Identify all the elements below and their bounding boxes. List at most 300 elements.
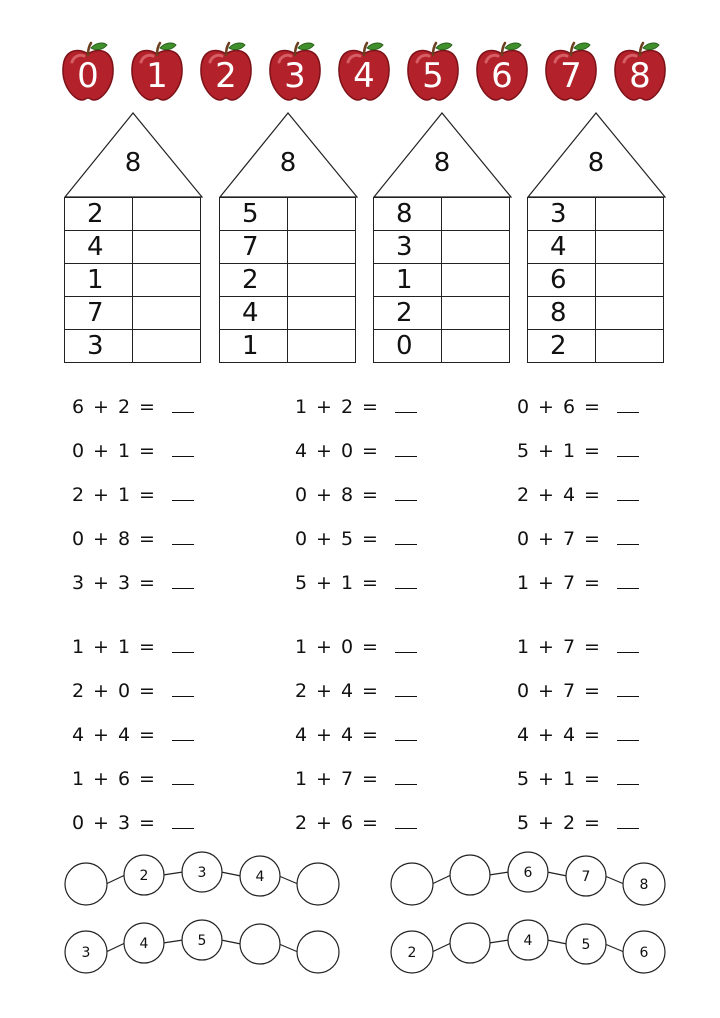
equation	[70, 764, 194, 794]
house-table	[373, 197, 510, 363]
house-row	[220, 264, 356, 297]
house-known-number: 5	[220, 198, 288, 231]
plus-sign: +	[538, 572, 554, 594]
chain-connector	[605, 944, 624, 952]
addend-b: 7	[562, 636, 576, 658]
equation	[293, 808, 417, 838]
equation	[293, 632, 417, 662]
equals-sign: =	[139, 572, 155, 594]
equation	[70, 524, 194, 554]
plus-sign: +	[316, 528, 332, 550]
apple-digit-0	[60, 40, 116, 102]
answer-blank[interactable]	[172, 720, 194, 741]
chain-drawing	[64, 848, 344, 910]
apple-digit-1	[129, 40, 185, 102]
plus-sign: +	[93, 484, 109, 506]
house-answer-cell[interactable]	[288, 330, 356, 363]
house-answer-cell[interactable]	[288, 198, 356, 231]
answer-blank[interactable]	[617, 676, 639, 697]
chain-connector	[221, 940, 241, 944]
chain-number: 4	[255, 869, 265, 885]
addend-b: 0	[340, 440, 354, 462]
house-answer-cell[interactable]	[133, 330, 201, 363]
addend-b: 2	[562, 812, 576, 834]
chain-connector	[163, 872, 183, 875]
house-known-number: 2	[65, 198, 133, 231]
chain-number: 5	[197, 933, 207, 949]
answer-blank[interactable]	[617, 720, 639, 741]
chain-connector	[605, 876, 624, 884]
house-row	[220, 330, 356, 363]
answer-blank[interactable]	[395, 568, 417, 589]
answer-blank[interactable]	[172, 480, 194, 501]
addend-a: 1	[71, 768, 85, 790]
chain-number: 7	[581, 869, 591, 885]
equals-sign: =	[362, 724, 378, 746]
equation	[515, 524, 639, 554]
answer-blank[interactable]	[617, 524, 639, 545]
equals-sign: =	[584, 440, 600, 462]
plus-sign: +	[538, 528, 554, 550]
addend-a: 2	[516, 484, 530, 506]
answer-blank[interactable]	[617, 632, 639, 653]
house-roof-number: 8	[124, 148, 142, 178]
plus-sign: +	[316, 440, 332, 462]
chain-connector	[432, 875, 451, 884]
number-chain-1	[64, 848, 344, 910]
equation	[515, 436, 639, 466]
chain-number: 4	[139, 936, 149, 952]
house-answer-cell[interactable]	[133, 264, 201, 297]
equation	[293, 392, 417, 422]
answer-blank[interactable]	[395, 524, 417, 545]
chain-connector	[489, 872, 509, 875]
equation	[70, 392, 194, 422]
equals-sign: =	[362, 768, 378, 790]
house-answer-cell[interactable]	[288, 297, 356, 330]
house-known-number: 4	[220, 297, 288, 330]
apple-digit-3	[267, 40, 323, 102]
house-row	[374, 264, 510, 297]
addend-b: 1	[117, 484, 131, 506]
addend-b: 0	[117, 680, 131, 702]
chain-number: 6	[639, 945, 649, 961]
addend-b: 1	[117, 636, 131, 658]
answer-blank[interactable]	[172, 524, 194, 545]
house-known-number: 3	[374, 231, 442, 264]
chain-number: 3	[197, 865, 207, 881]
plus-sign: +	[316, 396, 332, 418]
equals-sign: =	[362, 572, 378, 594]
answer-blank[interactable]	[172, 568, 194, 589]
chain-number: 8	[639, 877, 649, 893]
addend-a: 0	[294, 484, 308, 506]
house-known-number: 8	[528, 297, 596, 330]
addend-b: 1	[562, 768, 576, 790]
plus-sign: +	[316, 484, 332, 506]
house-answer-cell[interactable]	[442, 198, 510, 231]
house-known-number: 1	[65, 264, 133, 297]
addend-a: 4	[294, 440, 308, 462]
house-answer-cell[interactable]	[288, 231, 356, 264]
house-table	[527, 197, 664, 363]
equation	[70, 676, 194, 706]
addend-a: 4	[71, 724, 85, 746]
apple-digit-label: 8	[629, 56, 651, 96]
house-answer-cell[interactable]	[596, 297, 664, 330]
house-known-number: 1	[220, 330, 288, 363]
addend-a: 1	[294, 636, 308, 658]
equals-sign: =	[584, 396, 600, 418]
equals-sign: =	[584, 528, 600, 550]
equals-sign: =	[584, 636, 600, 658]
answer-blank[interactable]	[395, 808, 417, 829]
answer-blank[interactable]	[172, 764, 194, 785]
equation	[293, 524, 417, 554]
equals-sign: =	[362, 812, 378, 834]
answer-blank[interactable]	[617, 764, 639, 785]
apple-digit-7	[543, 40, 599, 102]
chain-number: 2	[407, 945, 417, 961]
equals-sign: =	[139, 768, 155, 790]
addend-b: 0	[340, 636, 354, 658]
house-row	[220, 198, 356, 231]
house-answer-cell[interactable]	[442, 264, 510, 297]
apple-digit-label: 4	[353, 56, 375, 96]
chain-connector	[432, 943, 451, 952]
apple-digit-8	[612, 40, 668, 102]
chain-connector	[221, 872, 241, 876]
house-answer-cell[interactable]	[133, 198, 201, 231]
answer-blank[interactable]	[172, 632, 194, 653]
addend-b: 4	[562, 484, 576, 506]
house-answer-cell[interactable]	[596, 198, 664, 231]
house-known-number: 2	[528, 330, 596, 363]
house-table	[219, 197, 356, 363]
equals-sign: =	[584, 724, 600, 746]
house-roof-number: 8	[587, 148, 605, 178]
house-row	[65, 264, 201, 297]
equals-sign: =	[584, 680, 600, 702]
addend-a: 0	[516, 396, 530, 418]
house-known-number: 7	[65, 297, 133, 330]
apple-digit-2	[198, 40, 254, 102]
house-row	[65, 297, 201, 330]
equation	[515, 676, 639, 706]
house-known-number: 3	[65, 330, 133, 363]
house-roof-number: 8	[433, 148, 451, 178]
number-house-2	[219, 112, 359, 374]
answer-blank[interactable]	[617, 808, 639, 829]
chain-connector	[163, 940, 183, 943]
equals-sign: =	[139, 680, 155, 702]
equals-sign: =	[139, 440, 155, 462]
chain-connector	[547, 872, 567, 876]
equals-sign: =	[362, 636, 378, 658]
addend-b: 8	[117, 528, 131, 550]
equals-sign: =	[139, 812, 155, 834]
addend-a: 2	[71, 680, 85, 702]
equals-sign: =	[584, 812, 600, 834]
answer-blank[interactable]	[617, 568, 639, 589]
house-known-number: 0	[374, 330, 442, 363]
plus-sign: +	[316, 768, 332, 790]
answer-blank[interactable]	[395, 764, 417, 785]
apple-digit-label: 2	[215, 56, 237, 96]
house-answer-cell[interactable]	[442, 231, 510, 264]
chain-drawing	[390, 916, 670, 978]
addend-a: 2	[294, 812, 308, 834]
chain-connector	[279, 944, 298, 952]
house-answer-cell[interactable]	[596, 231, 664, 264]
equation	[70, 720, 194, 750]
answer-blank[interactable]	[172, 808, 194, 829]
number-chain-4	[390, 916, 670, 978]
answer-blank[interactable]	[617, 480, 639, 501]
chain-number: 3	[81, 945, 91, 961]
addend-a: 2	[294, 680, 308, 702]
plus-sign: +	[538, 812, 554, 834]
addend-a: 4	[294, 724, 308, 746]
house-row	[374, 231, 510, 264]
addend-a: 0	[294, 528, 308, 550]
answer-blank[interactable]	[395, 392, 417, 413]
apple-digit-5	[405, 40, 461, 102]
equals-sign: =	[362, 528, 378, 550]
house-row	[528, 330, 664, 363]
chain-circle[interactable]	[297, 863, 339, 905]
equation	[293, 764, 417, 794]
equals-sign: =	[362, 680, 378, 702]
equation	[293, 480, 417, 510]
house-answer-cell[interactable]	[133, 231, 201, 264]
apple-digit-6	[474, 40, 530, 102]
house-row	[65, 231, 201, 264]
addend-a: 4	[516, 724, 530, 746]
addend-a: 5	[516, 440, 530, 462]
chain-circle[interactable]	[297, 931, 339, 973]
plus-sign: +	[538, 396, 554, 418]
addend-b: 5	[340, 528, 354, 550]
apple-digit-label: 3	[284, 56, 306, 96]
equation	[293, 720, 417, 750]
house-answer-cell[interactable]	[442, 330, 510, 363]
house-table	[64, 197, 201, 363]
house-row	[374, 297, 510, 330]
house-known-number: 1	[374, 264, 442, 297]
plus-sign: +	[538, 768, 554, 790]
answer-blank[interactable]	[395, 480, 417, 501]
plus-sign: +	[93, 812, 109, 834]
addend-b: 6	[340, 812, 354, 834]
house-row	[65, 198, 201, 231]
apple-digit-label: 5	[422, 56, 444, 96]
addend-a: 6	[71, 396, 85, 418]
chain-circle[interactable]	[450, 855, 490, 895]
equation	[70, 480, 194, 510]
house-known-number: 2	[220, 264, 288, 297]
equals-sign: =	[362, 396, 378, 418]
house-answer-cell[interactable]	[442, 297, 510, 330]
chain-number: 5	[581, 937, 591, 953]
house-row	[374, 330, 510, 363]
equation	[70, 808, 194, 838]
equals-sign: =	[584, 768, 600, 790]
addend-a: 1	[516, 572, 530, 594]
chain-number: 2	[139, 868, 149, 884]
addend-a: 1	[294, 396, 308, 418]
chain-number: 6	[523, 865, 533, 881]
equation	[515, 632, 639, 662]
addend-b: 7	[562, 528, 576, 550]
answer-blank[interactable]	[172, 676, 194, 697]
answer-blank[interactable]	[172, 392, 194, 413]
answer-blank[interactable]	[395, 632, 417, 653]
plus-sign: +	[93, 396, 109, 418]
equals-sign: =	[362, 440, 378, 462]
addend-b: 1	[340, 572, 354, 594]
plus-sign: +	[538, 680, 554, 702]
addend-a: 5	[294, 572, 308, 594]
addend-b: 4	[340, 724, 354, 746]
plus-sign: +	[316, 724, 332, 746]
number-house-4	[527, 112, 667, 374]
equals-sign: =	[139, 484, 155, 506]
equation	[293, 676, 417, 706]
chain-connector	[279, 876, 298, 884]
addend-b: 7	[340, 768, 354, 790]
plus-sign: +	[93, 636, 109, 658]
addend-a: 0	[71, 440, 85, 462]
addend-b: 2	[340, 396, 354, 418]
addend-b: 4	[340, 680, 354, 702]
equation	[515, 808, 639, 838]
addend-a: 1	[516, 636, 530, 658]
addend-b: 2	[117, 396, 131, 418]
plus-sign: +	[538, 484, 554, 506]
equation	[70, 632, 194, 662]
plus-sign: +	[93, 572, 109, 594]
plus-sign: +	[93, 724, 109, 746]
number-house-3	[373, 112, 513, 374]
house-known-number: 2	[374, 297, 442, 330]
plus-sign: +	[316, 812, 332, 834]
equation	[515, 764, 639, 794]
plus-sign: +	[538, 636, 554, 658]
chain-connector	[547, 940, 567, 944]
apple-digit-label: 7	[560, 56, 582, 96]
equation	[515, 720, 639, 750]
equation	[70, 568, 194, 598]
equals-sign: =	[139, 528, 155, 550]
addend-b: 4	[562, 724, 576, 746]
house-row	[528, 231, 664, 264]
addend-b: 3	[117, 572, 131, 594]
equals-sign: =	[362, 484, 378, 506]
plus-sign: +	[93, 768, 109, 790]
addend-b: 4	[117, 724, 131, 746]
house-row	[528, 264, 664, 297]
house-answer-cell[interactable]	[288, 264, 356, 297]
addend-a: 3	[71, 572, 85, 594]
apple-number-row	[60, 40, 670, 106]
chain-number: 4	[523, 933, 533, 949]
house-answer-cell[interactable]	[133, 297, 201, 330]
plus-sign: +	[538, 440, 554, 462]
addend-a: 1	[294, 768, 308, 790]
plus-sign: +	[93, 440, 109, 462]
house-known-number: 4	[528, 231, 596, 264]
addend-b: 7	[562, 680, 576, 702]
apple-digit-label: 1	[146, 56, 168, 96]
apple-digit-label: 0	[77, 56, 99, 96]
answer-blank[interactable]	[617, 436, 639, 457]
plus-sign: +	[538, 724, 554, 746]
house-answer-cell[interactable]	[596, 264, 664, 297]
addend-a: 1	[71, 636, 85, 658]
chain-circle[interactable]	[65, 863, 107, 905]
equation	[515, 480, 639, 510]
house-roof-number: 8	[279, 148, 297, 178]
answer-blank[interactable]	[617, 392, 639, 413]
house-row	[220, 297, 356, 330]
house-row	[374, 198, 510, 231]
addend-b: 8	[340, 484, 354, 506]
chain-connector	[106, 943, 125, 952]
apple-digit-4	[336, 40, 392, 102]
number-chain-3	[64, 916, 344, 978]
chain-circle[interactable]	[450, 923, 490, 963]
chain-circle[interactable]	[391, 863, 433, 905]
equals-sign: =	[584, 484, 600, 506]
addend-a: 0	[71, 528, 85, 550]
answer-blank[interactable]	[395, 720, 417, 741]
number-chain-2	[390, 848, 670, 910]
addend-a: 5	[516, 768, 530, 790]
house-answer-cell[interactable]	[596, 330, 664, 363]
house-known-number: 7	[220, 231, 288, 264]
house-row	[528, 198, 664, 231]
equals-sign: =	[139, 396, 155, 418]
chain-circle[interactable]	[240, 924, 280, 964]
chain-connector	[106, 875, 125, 884]
equation	[515, 568, 639, 598]
plus-sign: +	[316, 636, 332, 658]
house-known-number: 6	[528, 264, 596, 297]
equation	[70, 436, 194, 466]
equation	[293, 436, 417, 466]
answer-blank[interactable]	[172, 436, 194, 457]
answer-blank[interactable]	[395, 676, 417, 697]
house-known-number: 8	[374, 198, 442, 231]
plus-sign: +	[316, 680, 332, 702]
number-house-1	[64, 112, 204, 374]
house-known-number: 3	[528, 198, 596, 231]
equation	[515, 392, 639, 422]
addend-b: 7	[562, 572, 576, 594]
chain-connector	[489, 940, 509, 943]
house-row	[65, 330, 201, 363]
addend-b: 6	[562, 396, 576, 418]
equals-sign: =	[584, 572, 600, 594]
answer-blank[interactable]	[395, 436, 417, 457]
equals-sign: =	[139, 724, 155, 746]
addend-a: 2	[71, 484, 85, 506]
chain-drawing	[64, 916, 344, 978]
plus-sign: +	[93, 528, 109, 550]
house-row	[220, 231, 356, 264]
house-row	[528, 297, 664, 330]
